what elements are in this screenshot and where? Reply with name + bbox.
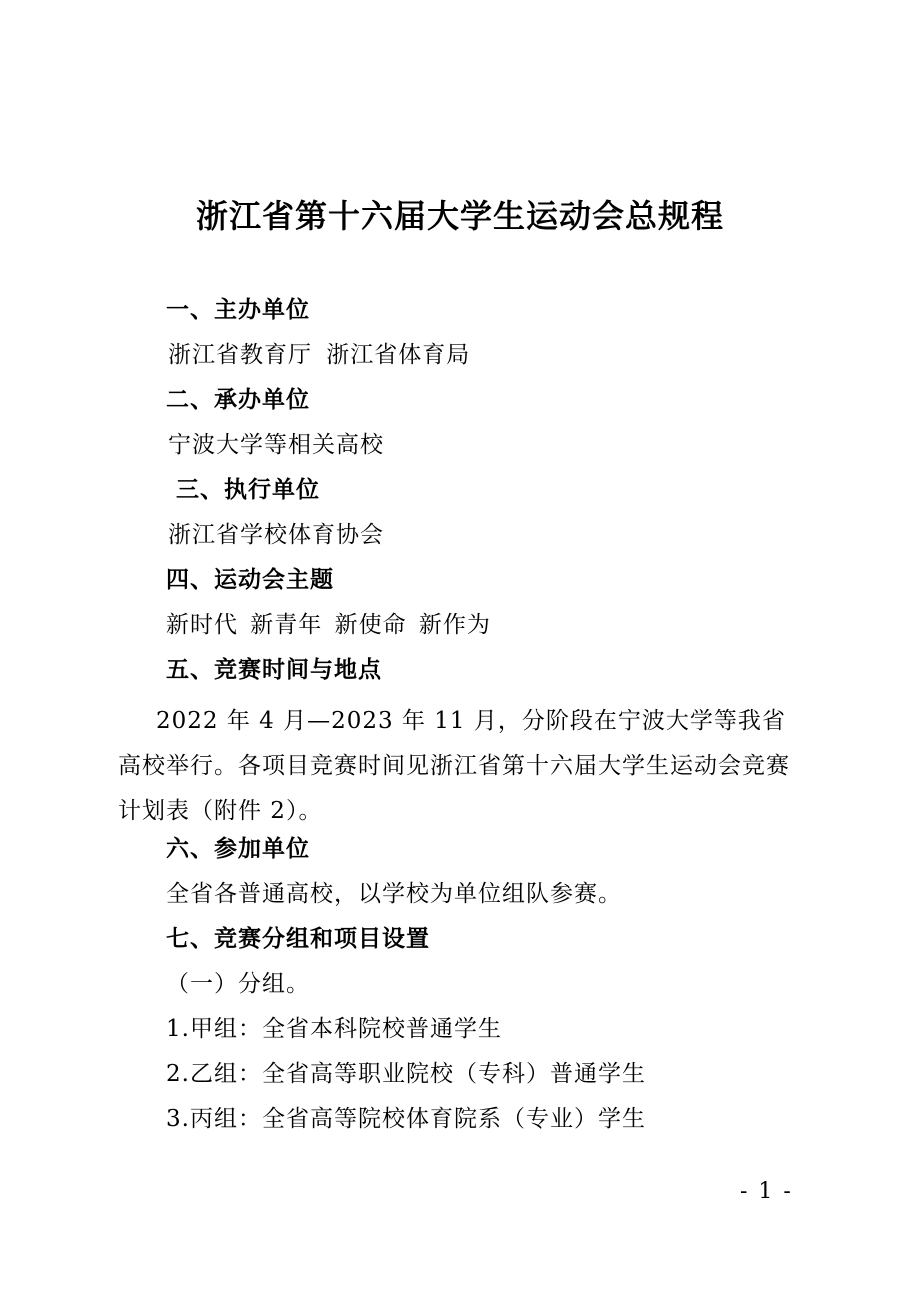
section-7-heading: 七、竞赛分组和项目设置 <box>166 926 430 952</box>
section-2-body: 宁波大学等相关高校 <box>168 432 384 458</box>
section-5-body: 2022 年 4 月—2023 年 11 月，分阶段在宁波大学等我省高校举行。各项目竞赛时间见浙江省第十六届大学生运动会竞赛计划表（附件 2）。 <box>118 708 790 824</box>
section-3-body: 浙江省学校体育协会 <box>168 522 384 548</box>
page-number: - 1 - <box>740 1179 793 1204</box>
section-4-heading: 四、运动会主题 <box>166 567 334 593</box>
section-3-heading: 三、执行单位 <box>176 477 320 503</box>
section-5-heading: 五、竞赛时间与地点 <box>166 657 382 683</box>
group-item-3: 3.丙组：全省高等院校体育院系（专业）学生 <box>166 1106 646 1132</box>
section-7-subheading: （一）分组。 <box>166 971 310 997</box>
group-item-2: 2.乙组：全省高等职业院校（专科）普通学生 <box>166 1061 646 1087</box>
group-item-1: 1.甲组：全省本科院校普通学生 <box>166 1016 502 1042</box>
section-6-heading: 六、参加单位 <box>166 836 310 862</box>
document-title: 浙江省第十六届大学生运动会总规程 <box>195 197 724 235</box>
section-1-body: 浙江省教育厅 浙江省体育局 <box>168 342 471 368</box>
section-6-body: 全省各普通高校，以学校为单位组队参赛。 <box>166 881 622 907</box>
section-1-heading: 一、主办单位 <box>166 297 310 323</box>
section-4-body: 新时代 新青年 新使命 新作为 <box>166 612 491 638</box>
section-2-heading: 二、承办单位 <box>166 387 310 413</box>
